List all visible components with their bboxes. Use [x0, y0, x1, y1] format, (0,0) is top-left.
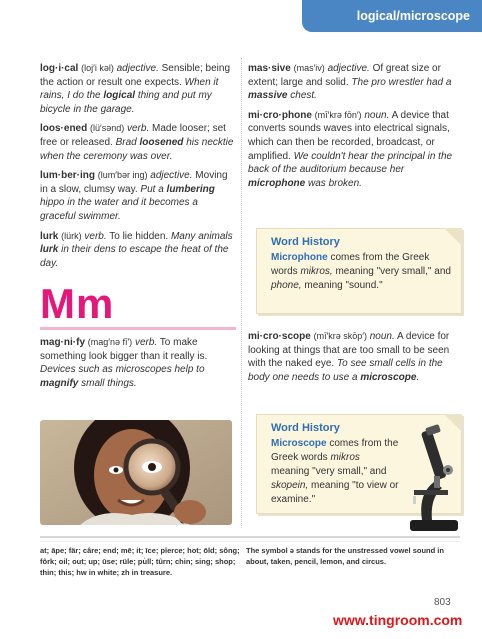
photo-girl-magnifying-glass	[40, 420, 232, 525]
pronunciation: (lü′sənd)	[90, 123, 125, 134]
definition: Of great size or extent; large and solid.	[248, 63, 441, 88]
guide-words-tab	[302, 0, 482, 32]
definition: To make something look bigger than it really is.	[40, 337, 208, 362]
word-history-text: Microscope comes from the Greek words mikros meaning "very small," and skopein, meaning "to view or examine."	[271, 438, 399, 505]
entry-logical	[40, 62, 236, 116]
section-letter: Mm	[40, 280, 115, 327]
entry-microscope	[248, 330, 462, 384]
definition: Made looser; set free or released.	[40, 123, 226, 148]
section-divider	[40, 327, 236, 330]
entry-lurk	[40, 230, 236, 271]
example: Put a lumbering hippo in the water and it becomes a graceful swimmer.	[40, 183, 215, 222]
example: Many animals lurk in their dens to escape the heat of the day.	[40, 230, 233, 269]
pronunciation-key-right: The symbol ə stands for the unstressed vowel sound in about, taken, pencil, lemon, and circus.	[246, 546, 444, 566]
definition: A device for looking at things that are too small to be seen with the naked eye.	[248, 331, 450, 370]
entry-microphone	[248, 109, 462, 191]
part-of-speech: verb.	[134, 337, 158, 348]
entry-loosened	[40, 122, 236, 163]
definition: Sensible; being the action or result one expects.	[40, 63, 231, 88]
part-of-speech: verb.	[127, 123, 150, 135]
pronunciation: (mag′nə fī′)	[87, 337, 133, 347]
watermark-url: www.tingroom.com	[333, 612, 463, 628]
example: The pro wrestler had a massive chest.	[248, 76, 452, 102]
microscope-illustration	[404, 424, 464, 534]
part-of-speech: adjective.	[150, 170, 193, 182]
part-of-speech: adjective.	[116, 63, 159, 74]
headword: mas·sive	[248, 63, 291, 74]
word-history-microphone	[256, 228, 462, 314]
example: We couldn't hear the principal in the back of the auditorium because her microphone was broken.	[248, 150, 453, 189]
pronunciation-key-left: at; āpe; fär; câre; end; mē; it; īce; pîerce; hot; ōld; sông; fôrk; oil; out; up; ūse; rüle; pu̇ll; tûrn; chin; sing; shop; thin; this; hw in white; zh in treasure.	[40, 546, 240, 577]
definition: To lie hidden.	[109, 230, 169, 242]
definition: A device that converts sounds waves into electrical signals, which can then be recorded, broadcast, or amplified.	[248, 109, 450, 162]
page-fold-corner	[444, 228, 462, 246]
word-history-title: Word History	[271, 422, 340, 434]
part-of-speech: adjective.	[327, 63, 370, 74]
part-of-speech: noun.	[369, 331, 395, 342]
word-history-text: Microphone comes from the Greek words mikros, meaning "very small," and phone, meaning "sound."	[271, 252, 451, 291]
pronunciation: (mas′iv)	[293, 63, 325, 73]
pronunciation: (mī′krə fōn′)	[314, 109, 362, 120]
word-history-title: Word History	[271, 236, 340, 248]
headword: log·i·cal	[40, 63, 79, 74]
example: To see small cells in the body one needs to use a microscope.	[248, 358, 443, 383]
pronunciation: (mī′krə skōp′)	[313, 331, 367, 341]
entry-magnify	[40, 336, 236, 390]
left-column	[40, 62, 236, 276]
entry-massive	[248, 62, 462, 103]
right-column	[248, 62, 462, 196]
part-of-speech: verb.	[84, 230, 107, 242]
headword: lurk	[40, 230, 59, 242]
example: When it rains, I do the logical thing and put my bicycle in the garage.	[40, 76, 219, 115]
headword: loos·ened	[40, 123, 88, 135]
example: Brad loosened his necktie when the ceremony was over.	[40, 136, 234, 162]
headword: mi·cro·scope	[248, 331, 311, 342]
entry-lumbering	[40, 169, 236, 223]
headword: mag·ni·fy	[40, 337, 85, 348]
headword: mi·cro·phone	[248, 109, 312, 121]
guide-words: logical/microscope	[356, 9, 470, 23]
headword: lum·ber·ing	[40, 170, 95, 182]
example: Devices such as microscopes help to magnify small things.	[40, 364, 205, 389]
pronunciation: (loj′i kəl)	[81, 63, 114, 73]
definition: Moving in a slow, clumsy way.	[40, 170, 228, 195]
pronunciation: (lum′bər ing)	[97, 170, 148, 181]
page-number: 803	[434, 597, 451, 608]
column-divider	[241, 58, 242, 528]
part-of-speech: noun.	[364, 109, 390, 121]
footer-divider	[40, 536, 460, 542]
pronunciation: (lürk)	[61, 230, 82, 241]
